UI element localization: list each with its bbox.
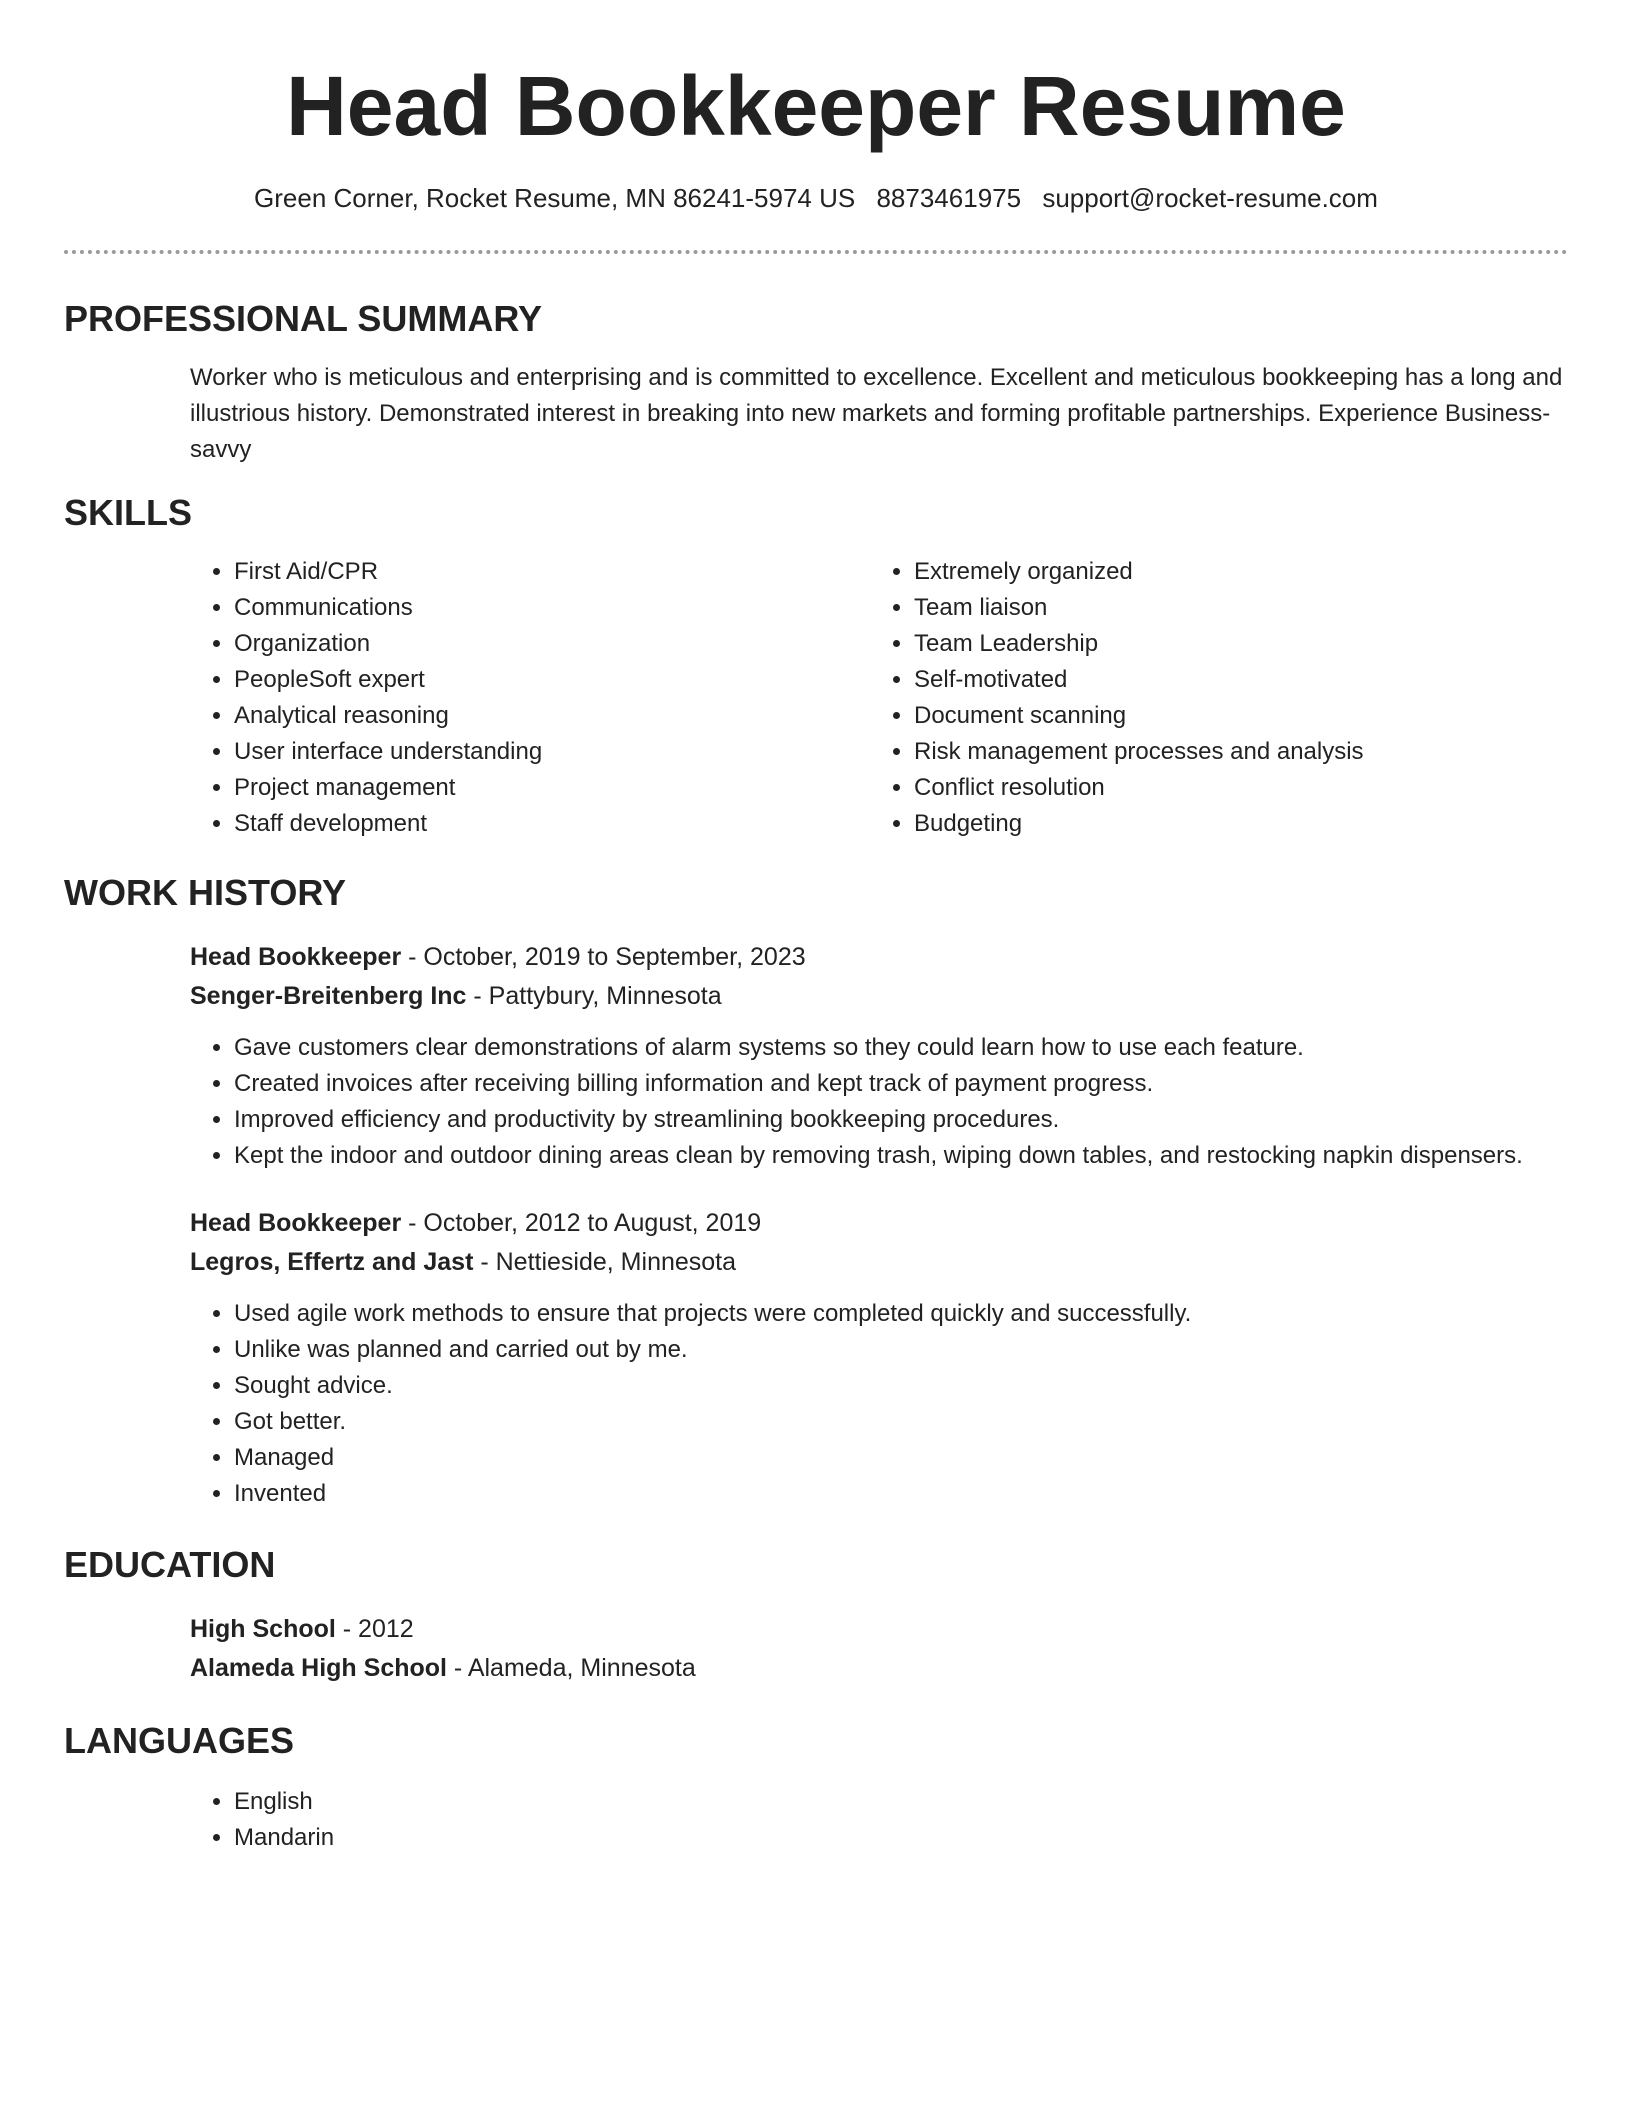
education-degree-line: [190, 1610, 1568, 1649]
education-year: - 2012: [335, 1615, 414, 1643]
contact-phone: 8873461975: [876, 183, 1022, 213]
skills-column-right: [870, 554, 1550, 842]
skill-item: • First Aid/CPR: [234, 554, 870, 590]
job-location: - Pattybury, Minnesota: [466, 982, 722, 1010]
skill-item: • Extremely organized: [914, 554, 1550, 590]
contact-line: [0, 180, 1632, 216]
job-bullet: • Managed: [234, 1440, 1568, 1476]
education-school-line: [190, 1649, 1568, 1688]
job-company-line: [190, 1243, 1568, 1282]
skill-item: • Organization: [234, 626, 870, 662]
skills-heading: SKILLS: [64, 492, 193, 533]
header-divider: [64, 250, 1568, 254]
skill-item: • Budgeting: [914, 806, 1550, 842]
job-bullet: • Used agile work methods to ensure that projects were completed quickly and successfully.: [234, 1296, 1568, 1332]
job-entry: [190, 938, 1568, 1174]
job-bullet: • Created invoices after receiving billing information and kept track of payment progress.: [234, 1066, 1568, 1102]
job-bullet: • Unlike was planned and carried out by me.: [234, 1332, 1568, 1368]
resume-title: Head Bookkeeper Resume: [286, 59, 1346, 153]
skill-item: • Conflict resolution: [914, 770, 1550, 806]
summary-heading: PROFESSIONAL SUMMARY: [64, 298, 543, 339]
skill-item: • Team Leadership: [914, 626, 1550, 662]
contact-address: Green Corner, Rocket Resume, MN 86241-5974 US: [254, 183, 856, 213]
job-bullet: • Gave customers clear demonstrations of alarm systems so they could learn how to use each feature.: [234, 1030, 1568, 1066]
languages-heading: LANGUAGES: [64, 1720, 295, 1761]
education-entry: [190, 1610, 1568, 1688]
language-item: • English: [234, 1784, 1568, 1820]
summary-text: Worker who is meticulous and enterprising and is committed to excellence. Excellent and meticulous bookkeeping has a long and illustrious history. Demonstrated interest in breaking into new markets and forming profitable partnerships. Experience Business-savvy: [190, 364, 1563, 463]
job-bullets: [190, 1296, 1568, 1512]
job-company: Legros, Effertz and Jast: [190, 1248, 474, 1276]
skill-item: • Analytical reasoning: [234, 698, 870, 734]
job-title-line: [190, 1204, 1568, 1243]
job-title: Head Bookkeeper: [190, 943, 402, 971]
job-dates: - October, 2019 to September, 2023: [401, 943, 806, 971]
resume-content: [64, 296, 1568, 1856]
skill-item: • Project management: [234, 770, 870, 806]
skill-item: • Risk management processes and analysis: [914, 734, 1550, 770]
job-bullet: • Kept the indoor and outdoor dining areas clean by removing trash, wiping down tables, and restocking napkin dispensers.: [234, 1138, 1568, 1174]
job-dates: - October, 2012 to August, 2019: [401, 1209, 762, 1237]
skill-item: • Staff development: [234, 806, 870, 842]
job-location: - Nettieside, Minnesota: [473, 1248, 737, 1276]
skill-item: • Team liaison: [914, 590, 1550, 626]
skill-item: • PeopleSoft expert: [234, 662, 870, 698]
language-item: • Mandarin: [234, 1820, 1568, 1856]
skills-column-left: [190, 554, 870, 842]
job-entry: [190, 1204, 1568, 1512]
education-school: Alameda High School: [190, 1654, 447, 1682]
skills-list: [190, 554, 1568, 842]
skill-item: • User interface understanding: [234, 734, 870, 770]
job-bullets: [190, 1030, 1568, 1174]
skill-item: • Communications: [234, 590, 870, 626]
contact-email[interactable]: support@rocket-resume.com: [1042, 183, 1378, 213]
job-title-line: [190, 938, 1568, 977]
education-location: - Alameda, Minnesota: [446, 1654, 696, 1682]
job-company-line: [190, 977, 1568, 1016]
job-bullet: • Invented: [234, 1476, 1568, 1512]
job-title: Head Bookkeeper: [190, 1209, 402, 1237]
job-bullet: • Improved efficiency and productivity by streamlining bookkeeping procedures.: [234, 1102, 1568, 1138]
work-heading: WORK HISTORY: [64, 872, 347, 913]
languages-list: [190, 1784, 1568, 1856]
education-degree: High School: [190, 1615, 336, 1643]
job-bullet: • Got better.: [234, 1404, 1568, 1440]
education-heading: EDUCATION: [64, 1544, 276, 1585]
job-bullet: • Sought advice.: [234, 1368, 1568, 1404]
job-company: Senger-Breitenberg Inc: [190, 982, 467, 1010]
skill-item: • Document scanning: [914, 698, 1550, 734]
skill-item: • Self-motivated: [914, 662, 1550, 698]
